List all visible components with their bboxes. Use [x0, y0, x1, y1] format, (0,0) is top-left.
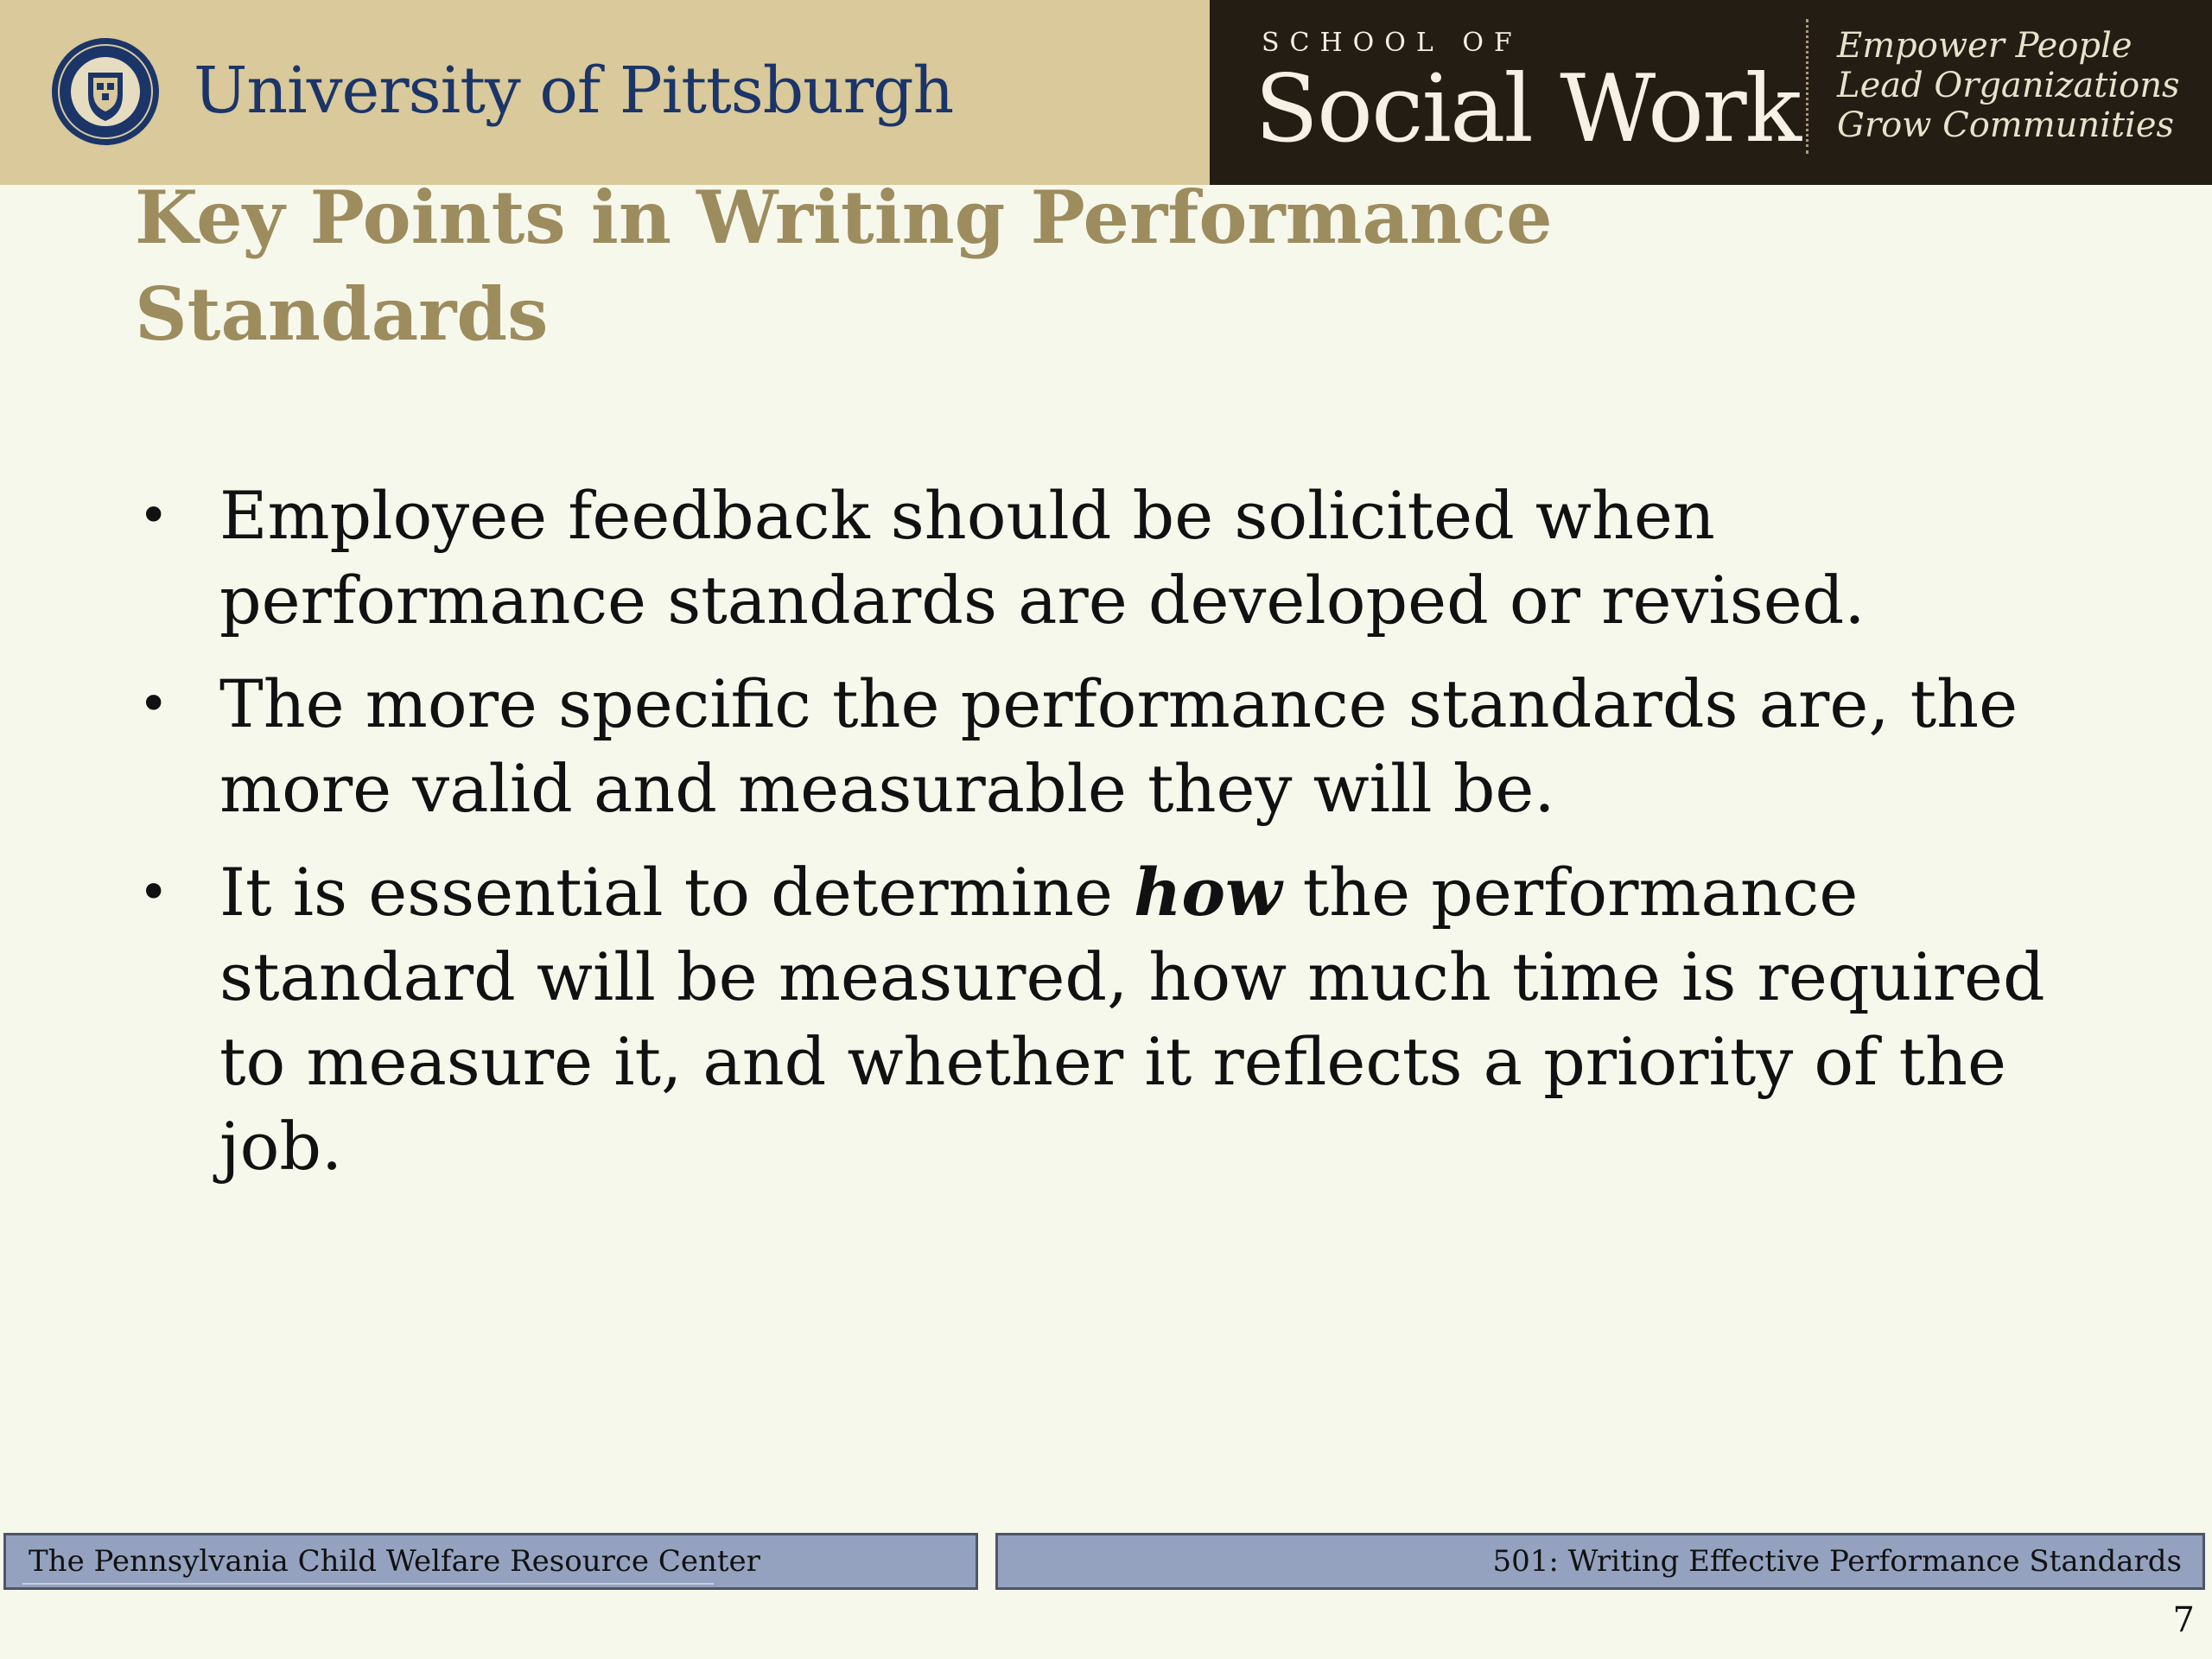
bullet-text: the performance standard will be measured, how much time is required to measure it, and whether it reflects a priority of the job.	[219, 854, 2045, 1185]
bullet-marker: •	[138, 486, 169, 546]
tagline-line: Lead Organizations	[1837, 66, 2180, 105]
bullet-item	[135, 474, 2105, 643]
page-number: 7	[2172, 1600, 2195, 1640]
banner-divider	[1806, 19, 1808, 154]
university-seal-icon	[50, 36, 161, 147]
tagline-line: Empower People	[1837, 26, 2133, 66]
bullet-list	[135, 474, 2105, 1208]
slide-title-line: Key Points in Writing Performance	[135, 175, 1553, 260]
slide-title	[135, 169, 2036, 363]
footer-organization: The Pennsylvania Child Welfare Resource Center	[3, 1533, 978, 1590]
footer-underline	[22, 1583, 714, 1585]
school-banner	[1210, 0, 2212, 185]
university-name: University of Pittsburgh	[194, 54, 954, 128]
bullet-marker: •	[138, 674, 169, 734]
footer-course-title: 501: Writing Effective Performance Standards	[995, 1533, 2205, 1590]
bullet-text: The more specific the performance standards are, the more valid and measurable they will be.	[219, 665, 2018, 827]
bullet-text: It is essential to determine	[219, 854, 1135, 931]
school-name: Social Work	[1255, 55, 1801, 163]
slide-header	[0, 0, 2212, 185]
slide-title-line: Standards	[135, 271, 549, 357]
school-of-label: SCHOOL OF	[1262, 28, 1522, 58]
school-tagline	[1837, 26, 2179, 145]
university-banner	[0, 0, 1210, 185]
emphasis-text: how	[1134, 854, 1282, 931]
tagline-line: Grow Communities	[1837, 105, 2175, 145]
bullet-marker: •	[138, 862, 169, 923]
bullet-text: Employee feedback should be solicited when performance standards are developed or revised.	[219, 477, 1866, 639]
bullet-item	[135, 850, 2105, 1189]
bullet-item	[135, 662, 2105, 831]
